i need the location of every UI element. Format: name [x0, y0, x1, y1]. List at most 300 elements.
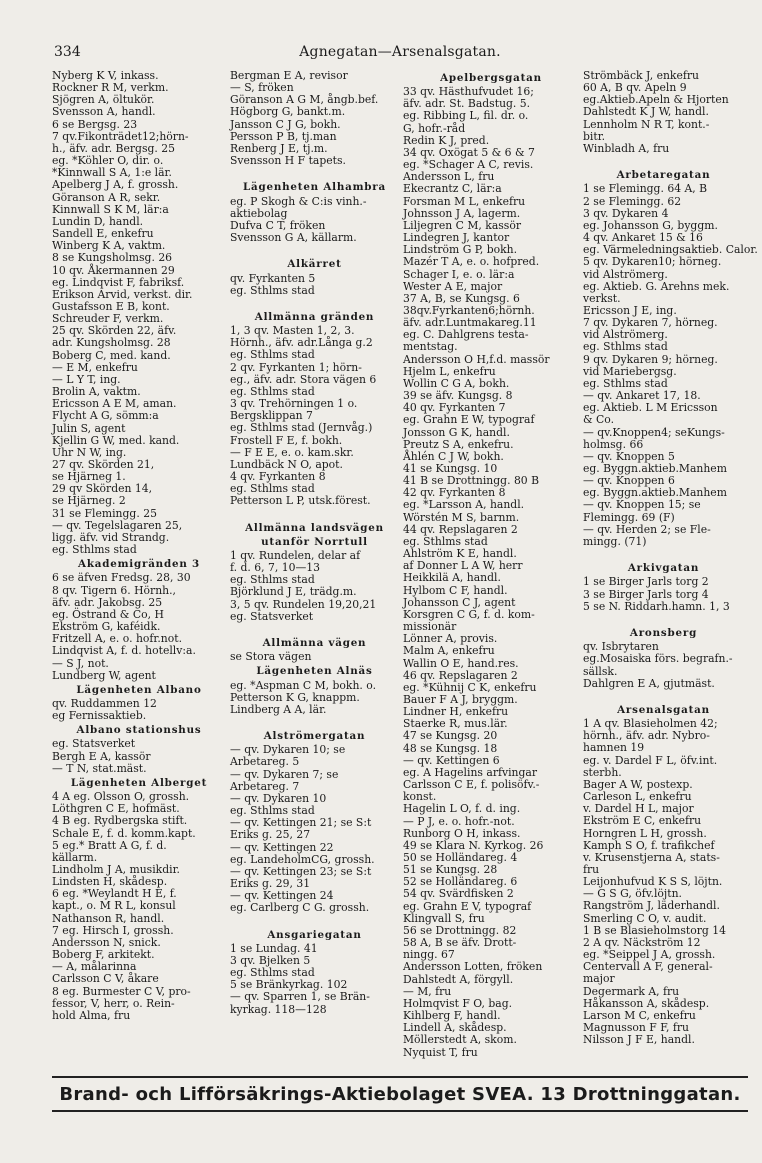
directory-entry-line: Lindner H, enkefru [403, 705, 509, 719]
directory-entry-line: 60 A, B qv. Apeln 9 [583, 81, 687, 95]
directory-entry-line: — qv. Dykaren 10; se [230, 743, 346, 757]
directory-entry-line: 2 qv. Fyrkanten 1; hörn- [230, 360, 362, 374]
directory-entry-line: vid Alströmerg. [583, 328, 668, 342]
directory-entry-line: 7 qv.Fikonträdet12;hörn- [52, 129, 189, 143]
directory-entry-line: — S, fröken [230, 81, 294, 95]
directory-entry-line: eg. *Schager A C, revis. [403, 158, 534, 172]
street-heading: Arsenalsgatan [617, 703, 710, 716]
directory-entry-line: 41 se Kungsg. 10 [403, 462, 498, 475]
directory-entry-line: Preutz S A, enkefru. [403, 437, 514, 451]
directory-entry-line: Flycht A G, sömm:a [52, 409, 159, 423]
directory-entry-line: — qv. Herden 2; se Fle- [583, 522, 711, 536]
directory-entry-line: Lindström G P, bokh. [403, 243, 518, 257]
directory-entry-line: adr. Kungsholmsg. 28 [52, 336, 171, 350]
directory-entry-line: Nyquist T, fru [403, 1045, 478, 1059]
directory-entry-line: vid Mariebergsg. [583, 364, 677, 378]
directory-entry-line: Mazér T A, e. o. hofpred. [403, 255, 540, 269]
directory-entry-line: eg. Sthlms stad [583, 376, 668, 390]
directory-entry-line: Göranson A R, sekr. [52, 190, 161, 204]
directory-entry-line: eg. Sthlms stad [52, 543, 137, 557]
directory-entry-line: 2 A qv. Näckström 12 [583, 935, 701, 949]
directory-entry-line: eg.Mosaiska förs. begrafn.- [583, 652, 733, 666]
directory-entry-line: 40 qv. Fyrkanten 7 [403, 401, 506, 415]
directory-entry-line: Dahlgren E A, gjutmäst. [583, 676, 715, 690]
directory-entry-line: aktiebolag [230, 206, 288, 220]
street-heading: Allmänna gränden [254, 310, 375, 323]
directory-entry-line: Högborg G, bankt.m. [230, 105, 346, 119]
directory-entry-line: Renberg J E, tj.m. [230, 141, 328, 155]
directory-entry-line: eg. *Seippel J A, grossh. [583, 948, 716, 962]
directory-entry-line: kapt., o. M R L, konsul [52, 899, 176, 913]
directory-entry-line: Wallin O E, hand.res. [403, 656, 519, 670]
directory-entry-line: Apelberg J A, f. grossh. [52, 178, 179, 192]
directory-entry-line: Eriks g. 25, 27 [230, 828, 311, 842]
directory-entry-line: 3 se Birger Jarls torg 4 [583, 587, 709, 601]
directory-entry-line: Kinnwall S K M, lär:a [52, 202, 169, 216]
directory-entry-line: äfv. adr.Luntmakareg.11 [403, 316, 537, 330]
directory-entry-line: hamnen 19 [583, 741, 645, 755]
directory-entry-line: källarm. [52, 850, 98, 864]
directory-entry-line: 3, 5 qv. Rundelen 19,20,21 [230, 597, 377, 611]
directory-entry-line: Centervall A F, general- [583, 960, 713, 974]
directory-entry-line: Carlsson C E, f. polisöfv.- [403, 778, 540, 792]
directory-entry-line: Magnusson F F, fru [583, 1021, 689, 1035]
directory-entry-line: 48 se Kungsg. 18 [403, 741, 498, 755]
directory-entry-line: eg. *Köhler O, dir. o. [52, 154, 164, 168]
directory-entry-line: eg Fernissaktieb. [52, 709, 147, 723]
street-heading: Albano stationshus [76, 724, 202, 737]
directory-entry-line: Sandell E, enkefru [52, 227, 154, 241]
directory-entry-line: ningg. 67 [403, 948, 455, 962]
directory-entry-line: 5 eg.* Bratt A G, f. d. [52, 838, 167, 852]
directory-entry-line: 1 se Flemingg. 64 A, B [583, 182, 708, 196]
directory-entry-line: Sjögren A, öltukör. [52, 93, 155, 107]
directory-entry-line: 44 qv. Repslagaren 2 [403, 522, 518, 536]
directory-entry-line: Åhlén C J W, bokh. [403, 449, 504, 463]
directory-entry-line: 2 se Flemingg. 62 [583, 194, 682, 208]
street-heading: Lägenheten Alberget [70, 776, 208, 789]
directory-entry-line: eg. Sthlms stad [403, 534, 488, 548]
directory-entry-line: Liljegren C M, kassör [403, 218, 521, 232]
directory-entry-line: 49 se Klara N. Kyrkog. 26 [403, 838, 544, 852]
directory-entry-line: Schager I, e. o. lär:a [403, 267, 515, 281]
directory-entry-line: 41 B se Drottningg. 80 B [403, 474, 540, 488]
directory-entry-line: — L Y T, ing. [52, 372, 121, 386]
street-heading: Allmänna vägen [262, 637, 367, 650]
directory-entry-line: Redin K J, pred. [403, 133, 490, 147]
directory-entry-line: Brolin A, vaktm. [52, 385, 141, 399]
directory-entry-line: Nyberg K V, inkass. [52, 69, 159, 82]
directory-entry-line: Lindqvist A, f. d. hotellv:a. [52, 644, 196, 658]
directory-entry-line: Winberg K A, vaktm. [52, 239, 166, 253]
directory-entry-line [230, 507, 399, 519]
directory-entry-line: Boberg F, arkitekt. [52, 948, 155, 962]
directory-entry-line: Ekström E C, enkefru [583, 814, 702, 828]
directory-entry-line: Erikson Arvid, verkst. dir. [52, 287, 193, 301]
directory-entry-line: Bager A W, postexp. [583, 777, 693, 791]
directory-entry-line: fessor, V, herr, o. Rein- [52, 996, 175, 1010]
directory-entry-line: Andersson Lotten, fröken [403, 960, 543, 974]
directory-entry-line: Dahlstedt K J W, handl. [583, 105, 709, 119]
directory-entry-line: G, hofr.-råd [403, 121, 466, 135]
directory-entry-line: Arbetareg. 5 [230, 755, 300, 769]
directory-entry-line: Schale E, f. d. komm.kapt. [52, 826, 196, 840]
directory-entry-line: Bauer F A J, bryggm. [403, 692, 518, 706]
directory-entry-line: Schreuder F, verkm. [52, 312, 164, 326]
directory-entry-line: 6 se Bergsg. 23 [52, 117, 138, 131]
directory-entry-line: Gustafsson E B, kont. [52, 299, 170, 313]
directory-entry-line: f. d. 6, 7, 10—13 [230, 561, 320, 575]
directory-entry-line: Lundin D, handl. [52, 214, 144, 228]
directory-entry-line: Johansson C J, agent [403, 595, 516, 609]
directory-entry-line: — qv. Knoppen 15; se [583, 498, 701, 512]
directory-entry-line: eg.Aktieb.Apeln & Hjorten [583, 93, 729, 107]
directory-entry-line [230, 716, 399, 728]
directory-entry-line: Wester A E, major [403, 279, 503, 293]
directory-entry-line: eg. Sthlms stad [230, 283, 315, 297]
directory-entry-line: eg. Värmeledningsaktieb. Calor. [583, 243, 758, 257]
directory-entry-line: 52 se Holländareg. 6 [403, 875, 518, 889]
directory-entry-line: Frostell F E, f. bokh. [230, 433, 343, 447]
directory-entry-line: eg. Sthlms stad [230, 573, 315, 587]
directory-entry-line: Kjellin G W, med. kand. [52, 433, 180, 447]
directory-entry-line: Lundbäck N O, apot. [230, 457, 343, 471]
directory-entry-line: Håkansson A, skådesp. [583, 996, 710, 1010]
directory-entry-line: Larson M C, enkefru [583, 1008, 696, 1022]
directory-entry-line: eg. Aktieb. L M Ericsson [583, 401, 718, 415]
column-1 [52, 70, 230, 1020]
directory-entry-line [583, 690, 744, 702]
directory-entry-line: — qv. Kettingen 21; se S:t [230, 816, 372, 830]
directory-entry-line: Forsman M L, enkefru [403, 194, 526, 208]
directory-entry-line: eg. Statsverket [230, 609, 314, 623]
directory-entry-line: eg. Östrand & Co, H [52, 607, 164, 621]
directory-entry-line: Degermark A, fru [583, 984, 680, 998]
directory-entry-line [230, 623, 399, 635]
directory-entry-line: 5 se N. Riddarh.hamn. 1, 3 [583, 599, 730, 613]
directory-entry-line: Holmqvist F O, bag. [403, 996, 513, 1010]
directory-entry-line: — M, fru [403, 984, 452, 998]
directory-entry-line: 6 eg. *Weylandt H E, f. [52, 887, 177, 901]
directory-entry-line: Lindell A, skådesp. [403, 1021, 507, 1035]
directory-entry-line: 29 qv Skörden 14, [52, 482, 153, 496]
directory-entry-line: se Hjärneg 1. [52, 470, 126, 484]
directory-entry-line: 7 eg. Hirsch I, grossh. [52, 923, 174, 937]
directory-columns [52, 69, 758, 1059]
directory-entry-line: h., äfv. adr. Bergsg. 25 [52, 141, 176, 155]
directory-entry-line: 4 qv. Ankaret 15 & 16 [583, 231, 703, 245]
directory-entry-line: — qv. Kettingen 6 [403, 753, 500, 767]
directory-entry-line: ligg. äfv. vid Strandg. [52, 530, 170, 544]
directory-entry-line: — qv. Knoppen 5 [583, 449, 675, 463]
directory-entry-line: Flemingg. 69 (F) [583, 510, 675, 524]
directory-entry-line: Johnsson J A, lagerm. [403, 206, 521, 220]
directory-entry-line: eg. LandeholmCG, grossh. [230, 852, 375, 866]
directory-entry-line: & Co. [583, 413, 615, 427]
directory-entry-line: 27 qv. Skörden 21, [52, 458, 155, 471]
directory-entry-line: 47 se Kungsg. 20 [403, 729, 498, 743]
directory-entry-line: Wörstén M S, barnm. [403, 510, 520, 524]
directory-entry-line: eg. *Larsson A, handl. [403, 498, 525, 512]
directory-entry-line: Hörnh., äfv. adr.Långa g.2 [230, 336, 373, 350]
street-heading: Alkärret [287, 258, 342, 271]
directory-entry-line: Winbladh A, fru [583, 141, 670, 155]
directory-entry-line: — P J, e. o. hofr.-not. [403, 814, 515, 828]
directory-entry-line: 39 se äfv. Kungsg. 8 [403, 389, 513, 403]
directory-entry-line: Korsgren C G, f. d. kom- [403, 607, 535, 621]
directory-entry-line: Lindsten H, skådesp. [52, 875, 168, 889]
directory-entry-line: 1 qv. Rundelen, delar af [230, 548, 361, 562]
directory-entry-line: 54 qv. Svärdfisken 2 [403, 887, 514, 901]
directory-entry-line: se Hjärneg. 2 [52, 494, 126, 508]
advertisement-banner: Brand- och Lifförsäkrings-Aktiebolaget SVEA. 13 Drottninggatan. [52, 1076, 748, 1112]
directory-entry-line: eg. Byggn.aktieb.Manhem [583, 462, 727, 475]
directory-entry-line: eg. Aktieb. G. Arehns mek. [583, 279, 730, 293]
street-heading: Aronsberg [629, 627, 698, 640]
directory-entry-line: Göranson A G M, ångb.bef. [230, 93, 379, 107]
directory-entry-line: Julin S, agent [52, 421, 126, 435]
directory-entry-line: 51 se Kungsg. 28 [403, 863, 498, 877]
directory-entry-line: Löthgren C E, hofmäst. [52, 802, 180, 816]
directory-entry-line: eg. *Aspman C M, bokh. o. [230, 678, 377, 692]
directory-entry-line: Lennholm N R T, kont.- [583, 117, 710, 131]
directory-entry-line: — A, målarinna [52, 960, 137, 974]
directory-entry-line: 31 se Flemingg. 25 [52, 506, 157, 520]
street-heading: Apelbergsgatan [440, 72, 542, 84]
directory-entry-line: Dufva C T, fröken [230, 218, 326, 232]
directory-entry-line: Hylbom C F, handl. [403, 583, 508, 597]
directory-entry-line: Boberg C, med. kand. [52, 348, 171, 362]
directory-entry-line: 34 qv. Oxögat 5 & 6 & 7 [403, 145, 535, 159]
column-2 [230, 70, 403, 1020]
directory-entry-line [230, 297, 399, 309]
directory-entry-line: mentstag. [403, 340, 458, 354]
directory-entry-line: Nilsson J F E, handl. [583, 1033, 695, 1047]
directory-entry-line: bitr. [583, 129, 606, 143]
column-3 [403, 70, 583, 1059]
directory-entry-line: 4 qv. Fyrkanten 8 [230, 470, 326, 483]
directory-entry-line: eg. Sthlms stad [230, 966, 315, 980]
directory-entry-line: qv. Ruddammen 12 [52, 696, 157, 710]
directory-entry-line: Ekström G, kaféidk. [52, 620, 161, 634]
directory-entry-line: Fritzell A, e. o. hofr.not. [52, 632, 183, 646]
street-heading: utanför Norrtull [261, 535, 368, 548]
directory-entry-line: se Stora vägen [230, 650, 312, 664]
directory-entry-line: 50 se Holländareg. 4 [403, 851, 518, 864]
directory-entry-line: 1 se Lundag. 41 [230, 941, 318, 955]
directory-entry-line: eg. Lindqvist F, fabriksf. [52, 275, 185, 289]
directory-entry-line: sällsk. [583, 664, 618, 678]
directory-entry-line: Petterson K G, knappm. [230, 690, 360, 704]
directory-entry-line: Persson P B, tj.man [230, 129, 337, 143]
directory-entry-line: 42 qv. Fyrkanten 8 [403, 486, 506, 500]
street-heading: Alströmergatan [263, 730, 366, 743]
directory-entry-line: Nathanson R, handl. [52, 911, 165, 925]
directory-entry-line: Smerling C O, v. audit. [583, 911, 707, 925]
directory-entry-line: Strömbäck J, enkefru [583, 69, 699, 82]
directory-entry-line: Svensson G A, källarm. [230, 231, 357, 245]
street-heading: Arkivgatan [627, 562, 700, 575]
directory-entry-line: Kihlberg F, handl. [403, 1009, 501, 1023]
directory-entry-line: 8 se Kungsholmsg. 26 [52, 251, 173, 265]
directory-entry-line: Heikkilä A, handl. [403, 571, 501, 585]
directory-entry-line: eg. *Kühnij C K, enkefru [403, 680, 537, 694]
directory-entry-line: Ekecrantz C, lär:a [403, 182, 502, 196]
directory-entry-line: — qv. Kettingen 23; se S:t [230, 864, 372, 878]
directory-entry-line: eg. Statsverket [52, 737, 136, 751]
directory-entry-line: 3 qv. Dykaren 4 [583, 206, 669, 220]
directory-entry-line [583, 613, 744, 625]
page-header [52, 40, 748, 64]
directory-entry-line: Eriks g. 29, 31 [230, 877, 311, 890]
directory-entry-line: 58 A, B se äfv. Drott- [403, 936, 517, 950]
directory-entry-line: 4 B eg. Rydbergska stift. [52, 814, 188, 828]
directory-entry-line: v. Dardel H L, major [583, 802, 694, 816]
running-title: Agnegatan—Arsenalsgatan. [299, 44, 501, 60]
directory-entry-line: Lindegren J, kantor [403, 231, 510, 245]
street-heading: Akademigränden 3 [78, 558, 200, 571]
directory-entry-line: Bergh E A, kassör [52, 749, 151, 763]
directory-entry-line: mingg. (71) [583, 534, 647, 548]
directory-entry-line: Leijonhufvud K S S, löjtn. [583, 875, 723, 889]
directory-entry-line: — qv. Sparren 1, se Brän- [230, 990, 370, 1004]
directory-entry-line: eg. A Hagelins arfvingar [403, 765, 537, 779]
directory-entry-line: 6 se äfven Fredsg. 28, 30 [52, 571, 191, 585]
directory-entry-line: Wollin C G A, bokh. [403, 376, 510, 390]
directory-entry-line: 1, 3 qv. Masten 1, 2, 3. [230, 324, 355, 338]
directory-entry-line: — T N, stat.mäst. [52, 761, 147, 775]
directory-entry-line: *Kinnwall S A, 1:e lär. [52, 166, 172, 180]
directory-entry-line: Hagelin L O, f. d. ing. [403, 802, 521, 816]
directory-entry-line: hold Alma, fru [52, 1008, 131, 1022]
directory-entry-line: Runborg O H, inkass. [403, 826, 521, 840]
directory-entry-line: Bergsklippan 7 [230, 409, 313, 423]
directory-entry-line: 8 qv. Tigern 6. Hörnh., [52, 583, 176, 597]
directory-entry-line: — qv.Knoppen4; seKungs- [583, 425, 725, 439]
directory-entry-line: Dahlstedt A, förgyll. [403, 972, 514, 986]
directory-entry-line: eg., äfv. adr. Stora vägen 6 [230, 372, 377, 386]
directory-entry-line: Carleson L, enkefru [583, 790, 692, 804]
directory-entry-line: Klingvall S, fru [403, 911, 485, 925]
directory-entry-line: eg. Grahn E V, typograf [403, 899, 532, 913]
directory-entry-line: — qv. Ankaret 17, 18. [583, 389, 701, 403]
street-heading: Lägenheten Alnäs [256, 665, 373, 678]
directory-entry-line: major [583, 972, 615, 986]
directory-entry-line: Lönner A, provis. [403, 632, 498, 646]
directory-entry-line: — qv. Dykaren 7; se [230, 767, 339, 781]
directory-entry-line: Jansson C J G, bokh. [230, 117, 341, 131]
directory-entry-line: holmsg. 66 [583, 437, 644, 451]
directory-entry-line: Lindholm J A, musikdir. [52, 863, 180, 876]
directory-entry-line [230, 914, 399, 926]
directory-entry-line: 5 se Bränkyrkag. 102 [230, 978, 348, 992]
directory-entry-line: — G S G, öfv.löjtn. [583, 887, 682, 901]
directory-entry-line: Lundberg W, agent [52, 668, 156, 682]
directory-entry-line [230, 167, 399, 179]
directory-entry-line: 4 A eg. Olsson O, grossh. [52, 790, 190, 804]
street-heading: Ansgariegatan [267, 928, 362, 941]
street-heading: Allmänna landsvägen [245, 521, 384, 534]
directory-entry-line: 1 B se Blasieholmstorg 14 [583, 923, 727, 937]
directory-entry-line: Horngren L H, grossh. [583, 826, 707, 840]
street-heading: Lägenheten Alhambra [242, 181, 387, 194]
directory-entry-line: 46 qv. Repslagaren 2 [403, 668, 518, 682]
directory-entry-line: 5 qv. Dykaren10; hörneg. [583, 255, 722, 269]
directory-entry-line [230, 244, 399, 256]
directory-entry-line: 1 se Birger Jarls torg 2 [583, 575, 709, 589]
directory-entry-line: eg. Byggn.aktieb.Manhem [583, 486, 727, 500]
directory-entry-line: Petterson L P, utsk.förest. [230, 494, 371, 508]
directory-entry-line: eg. P Skogh & C:is vinh.- [230, 194, 367, 208]
directory-entry-line: eg. Sthlms stad [583, 340, 668, 354]
directory-entry-line: 9 qv. Dykaren 9; hörneg. [583, 352, 718, 366]
directory-entry-line: 38qv.Fyrkanten6;hörnh. [403, 303, 535, 317]
directory-entry-line: Ericsson J E, ing. [583, 303, 677, 317]
directory-entry-line: Uhr N W, ing. [52, 445, 127, 459]
directory-entry-line: verkst. [583, 291, 621, 305]
directory-entry-line: Lindberg A A, lär. [230, 702, 327, 716]
directory-entry-line: eg. Sthlms stad [230, 482, 315, 496]
directory-entry-line: Möllerstedt A, skom. [403, 1033, 517, 1047]
directory-entry-line: eg. C. Dahlgrens testa- [403, 328, 529, 342]
directory-entry-line: Arbetareg. 7 [230, 779, 300, 793]
directory-entry-line: Kamph S O, f. trafikchef [583, 838, 715, 852]
directory-entry-line: eg. Johansson G, byggm. [583, 218, 718, 232]
directory-entry-line: Malm A, enkefru [403, 644, 495, 658]
directory-entry-line: Andersson L, fru [403, 170, 495, 184]
directory-entry-line: 3 qv. Bjelken 5 [230, 953, 311, 967]
directory-entry-line: 25 qv. Skörden 22, äfv. [52, 324, 177, 338]
directory-entry-line: eg. Sthlms stad (Jernvåg.) [230, 421, 373, 435]
directory-entry-line: — qv. Knoppen 6 [583, 474, 675, 488]
directory-entry-line: — E M, enkefru [52, 360, 138, 374]
directory-entry-line: eg. Sthlms stad [230, 384, 315, 398]
directory-entry-line: eg. Grahn E W, typograf [403, 413, 535, 427]
directory-entry-line: — S J, not. [52, 656, 109, 670]
directory-entry-line: — qv. Dykaren 10 [230, 791, 327, 805]
directory-entry-line: qv. Fyrkanten 5 [230, 271, 316, 285]
directory-entry-line: af Donner L A W, herr [403, 559, 523, 573]
directory-entry-line: Jonsson G K, handl. [403, 425, 510, 439]
directory-entry-line: Björklund J E, trädg.m. [230, 585, 357, 599]
directory-entry-line: v. Krusenstjerna A, stats- [583, 850, 720, 864]
directory-entry-line: Svensson A, handl. [52, 105, 156, 119]
directory-entry-line: Andersson N, snick. [52, 935, 161, 949]
directory-entry-line: — qv. Kettingen 24 [230, 889, 334, 903]
directory-entry-line: äfv. adr. Jakobsg. 25 [52, 595, 163, 609]
directory-entry-line: 3 qv. Trehörningen 1 o. [230, 397, 358, 411]
directory-entry-line: Ericsson A E M, aman. [52, 397, 177, 411]
directory-entry-line: eg. Carlberg C G. grossh. [230, 901, 370, 915]
directory-entry-line: 37 A, B, se Kungsg. 6 [403, 291, 520, 305]
directory-entry-line: Andersson O H,f.d. massör [403, 352, 550, 366]
directory-entry-line: eg. Sthlms stad [230, 804, 315, 818]
page-number: 334 [54, 44, 81, 60]
directory-entry-line: Bergman E A, revisor [230, 69, 348, 82]
directory-entry-line: 8 eg. Burmester C V, pro- [52, 984, 191, 998]
directory-entry-line: sterbh. [583, 765, 622, 779]
directory-entry-line: Svensson H F tapets. [230, 154, 346, 168]
directory-entry-line: missionär [403, 620, 457, 634]
directory-entry-line: konst. [403, 790, 437, 804]
directory-entry-line: Ahlström K E, handl. [403, 547, 517, 561]
street-heading: Arbetaregatan [616, 169, 711, 182]
directory-entry-line: eg. Ribbing L, fil. dr. o. [403, 109, 529, 123]
directory-entry-line: — qv. Kettingen 22 [230, 840, 334, 854]
directory-entry-line [583, 155, 744, 167]
directory-entry-line: — qv. Tegelslagaren 25, [52, 518, 183, 532]
directory-entry-line: Staerke R, mus.lär. [403, 717, 508, 731]
